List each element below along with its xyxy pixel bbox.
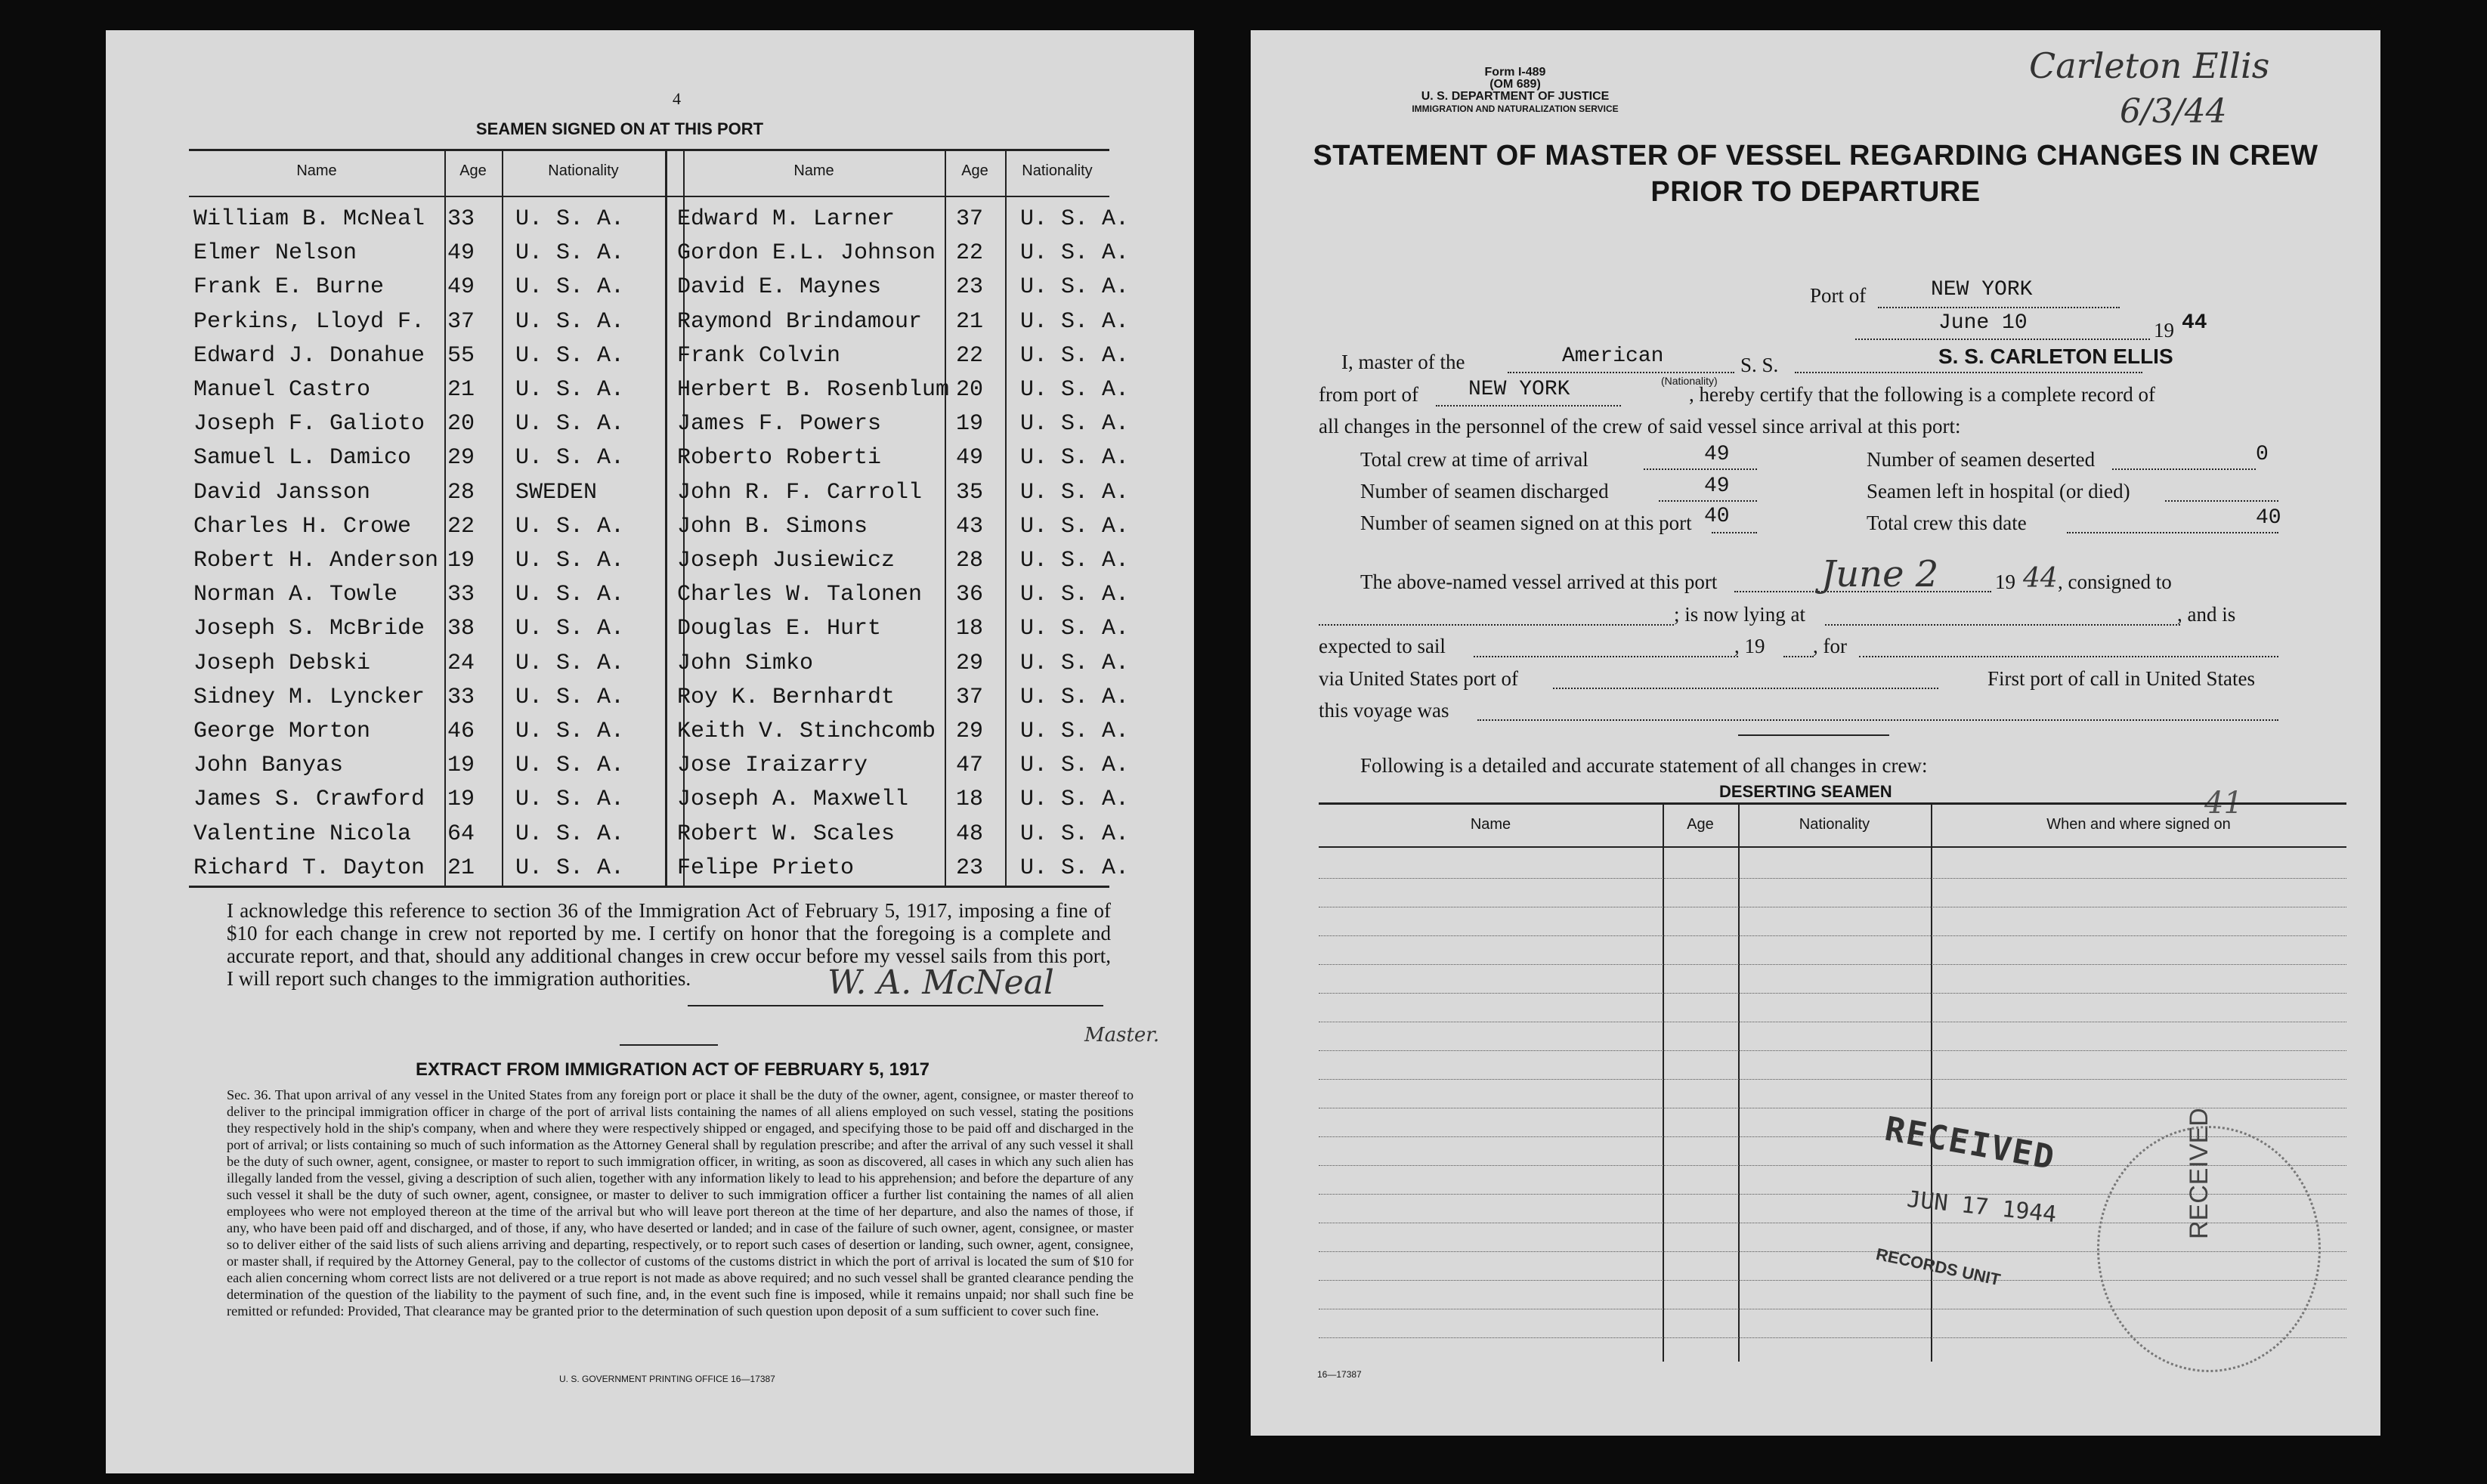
crew-nationality: U. S. A.	[515, 377, 625, 403]
table-row	[189, 442, 1130, 474]
crew-nationality: U. S. A.	[1020, 342, 1130, 369]
crew-nationality: U. S. A.	[515, 240, 625, 267]
lying-text: ; is now lying at	[1674, 603, 1805, 626]
crew-age: 37	[956, 684, 984, 710]
table-row	[1319, 1079, 2346, 1080]
arrived-year-prefix: 19	[1995, 570, 2015, 593]
deserting-title: DESERTING SEAMEN	[1719, 782, 1892, 801]
crew-age: 23	[956, 855, 984, 881]
consigned-text: , consigned to	[2058, 570, 2172, 593]
crew-age: 35	[956, 479, 984, 505]
crew-name: Richard T. Dayton	[193, 855, 425, 881]
crew-age: 28	[447, 479, 475, 505]
header-name: Name	[1470, 816, 1511, 833]
crew-age: 28	[956, 548, 984, 574]
certify-text: , hereby certify that the following is a complete record of	[1689, 383, 2156, 406]
table-row	[189, 511, 1130, 543]
title-line-2: PRIOR TO DEPARTURE	[1650, 176, 1981, 208]
table-row	[1319, 964, 2346, 965]
crew-age: 47	[956, 753, 984, 779]
crew-age: 22	[956, 240, 984, 267]
expected-text: expected to sail	[1319, 635, 1446, 657]
crew-nationality: U. S. A.	[1020, 377, 1130, 403]
crew-age: 22	[956, 342, 984, 369]
master-label: Master.	[1084, 1024, 1160, 1047]
year-value: 44	[2182, 311, 2207, 335]
crew-name: Edward M. Larner	[677, 206, 896, 232]
crew-name: William B. McNeal	[193, 206, 425, 232]
crew-nationality: U. S. A.	[1020, 548, 1130, 574]
header-when-where: When and where signed on	[2046, 816, 2231, 833]
table-row	[1319, 1050, 2346, 1051]
crew-age: 49	[447, 274, 475, 301]
handwritten-date: 6/3/44	[2120, 92, 2227, 131]
seamen-table	[189, 149, 1130, 888]
received-date-stamp: JUN 17 1944	[1905, 1186, 2058, 1229]
table-row	[189, 613, 1130, 645]
crew-age: 33	[447, 206, 475, 232]
crew-age: 33	[447, 684, 475, 710]
total-date-value: 40	[2256, 506, 2281, 530]
crew-age: 18	[956, 616, 984, 642]
left-page	[106, 30, 1194, 1473]
expected-year: , 19	[1734, 635, 1765, 657]
crew-age: 22	[447, 513, 475, 539]
crew-nationality: U. S. A.	[1020, 684, 1130, 710]
crew-name: John B. Simons	[677, 513, 868, 539]
crew-nationality: U. S. A.	[1020, 479, 1130, 505]
table-row	[189, 648, 1130, 679]
table-row	[189, 237, 1130, 269]
table-row	[189, 203, 1130, 235]
discharged-value: 49	[1704, 475, 1730, 498]
arrived-text: The above-named vessel arrived at this port	[1360, 570, 1718, 593]
crew-name: Roy K. Bernhardt	[677, 684, 896, 710]
crew-nationality: U. S. A.	[1020, 206, 1130, 232]
crew-nationality: U. S. A.	[515, 616, 625, 642]
following-text: Following is a detailed and accurate statement of all changes in crew:	[1360, 754, 1928, 777]
crew-nationality: U. S. A.	[1020, 582, 1130, 608]
table-row	[189, 374, 1130, 406]
header-nationality: Nationality	[1799, 816, 1870, 833]
port-value: NEW YORK	[1931, 278, 2033, 301]
crew-age: 38	[447, 616, 475, 642]
crew-name: John R. F. Carroll	[677, 479, 923, 505]
crew-nationality: U. S. A.	[1020, 274, 1130, 301]
crew-age: 20	[447, 411, 475, 437]
table-row	[1319, 878, 2346, 879]
crew-age: 37	[447, 308, 475, 335]
crew-nationality: U. S. A.	[1020, 650, 1130, 676]
crew-name: Manuel Castro	[193, 377, 371, 403]
section-title: SEAMEN SIGNED ON AT THIS PORT	[475, 119, 764, 138]
table-row	[189, 579, 1130, 611]
crew-name: Robert W. Scales	[677, 821, 896, 847]
crew-nationality: U. S. A.	[1020, 513, 1130, 539]
crew-nationality: U. S. A.	[1020, 240, 1130, 267]
crew-age: 19	[447, 753, 475, 779]
crew-name: George Morton	[193, 719, 371, 744]
year-prefix: 19	[2154, 319, 2174, 342]
table-row	[189, 306, 1130, 338]
signature-line	[688, 1005, 1103, 1006]
crew-name: Frank E. Burne	[193, 274, 385, 301]
port-label: Port of	[1810, 284, 1867, 307]
crew-nationality: U. S. A.	[515, 445, 625, 471]
signed-on-label: Number of seamen signed on at this port	[1360, 512, 1692, 534]
crew-name: Frank Colvin	[677, 342, 841, 369]
deserted-value: 0	[2256, 443, 2269, 466]
crew-nationality: U. S. A.	[515, 787, 625, 813]
crew-nationality: SWEDEN	[515, 479, 598, 505]
crew-age: 64	[447, 821, 475, 847]
handwritten-count: 41	[2204, 786, 2243, 821]
crew-name: Norman A. Towle	[193, 582, 398, 608]
crew-nationality: U. S. A.	[515, 582, 625, 608]
printer-footer: U. S. GOVERNMENT PRINTING OFFICE 16—17387	[559, 1374, 775, 1384]
ss-label: S. S.	[1740, 354, 1779, 376]
department: U. S. DEPARTMENT OF JUSTICE	[1421, 90, 1610, 103]
deserted-label: Number of seamen deserted	[1867, 448, 2096, 471]
signed-on-value: 40	[1704, 505, 1730, 528]
table-row	[189, 750, 1130, 781]
via-text: via United States port of	[1319, 667, 1518, 690]
crew-nationality: U. S. A.	[515, 753, 625, 779]
crew-nationality: U. S. A.	[1020, 616, 1130, 642]
crew-nationality: U. S. A.	[515, 342, 625, 369]
crew-name: John Simko	[677, 650, 814, 676]
nationality-value: American	[1562, 345, 1664, 368]
arrived-year: 44	[2023, 563, 2058, 594]
crew-age: 19	[447, 548, 475, 574]
table-row	[189, 271, 1130, 303]
crew-nationality: U. S. A.	[515, 650, 625, 676]
service: IMMIGRATION AND NATURALIZATION SERVICE	[1412, 104, 1619, 114]
section-36-text: Sec. 36. That upon arrival of any vessel in the United States from any foreign port or place it shall be the duty of the owner, agent, consignee, or master thereof to deliver to the principal immigration officer in charge of the port of arrival lists containing the names of all aliens employed on such vessel, stating the positions they respectively hold in the ship's company, when and where they were respectively shipped or engaged, and specifying those to be paid off and discharged in the port of arrival; or lists containing so much of such information as the Attorney General shall by regulation prescribe; and after the arrival of any such vessel it shall be the duty of such owner, agent, consignee, or master to report to such immigration officer, in writing, as soon as discovered, all cases in which any such alien has illegally landed from the vessel, giving a description of such alien, together with any information likely to lead to his apprehension; and before the departure of any such vessel it shall be the duty of such owner, agent, consignee, or master to deliver to such immigration officer a further list containing the names of all alien employees who were not employed thereon at the time of the arrival but who will leave port thereon at the time of her departure, and also the names of those, if any, who have been paid off and discharged, and of those, if any, who have deserted or landed; and in case of the failure of such owner, agent, consignee, or master so to deliver either of the said lists of such aliens arriving and departing, respectively, or to report such cases of desertion or landing, such owner, agent, consignee, or master shall, if required by the Attorney General, pay to the collector of customs of the customs district in which the port of arrival is located the sum of $10 for each alien concerning whom correct lists are not delivered or a true report is not made as above required; and no such vessel shall be granted clearance pending the determination of the question of the liability to the payment of such fine, and, in the event such fine is imposed, while it remains unpaid; nor shall such fine be remitted or refunded: Provided, That clearance may be granted prior to the determination of such question upon deposit of a sum sufficient to cover such fine.	[227, 1087, 1134, 1319]
from-port-value: NEW YORK	[1468, 378, 1570, 401]
all-changes-text: all changes in the personnel of the crew of said vessel since arrival at this port:	[1319, 415, 1961, 437]
hospital-label: Seamen left in hospital (or died)	[1867, 480, 2130, 502]
crew-name: Joseph Jusiewicz	[677, 548, 896, 574]
total-arrival-value: 49	[1704, 443, 1730, 466]
crew-name: Raymond Brindamour	[677, 308, 923, 335]
table-row	[189, 340, 1130, 372]
header-age: Age	[1687, 816, 1714, 833]
crew-nationality: U. S. A.	[1020, 719, 1130, 744]
crew-age: 55	[447, 342, 475, 369]
round-stamp-text: RECEIVED	[2185, 1108, 2213, 1239]
crew-nationality: U. S. A.	[1020, 787, 1130, 813]
title-line-1: STATEMENT OF MASTER OF VESSEL REGARDING CHANGES IN CREW	[1313, 140, 2318, 172]
form-title	[1251, 138, 2380, 210]
nationality-caption: (Nationality)	[1661, 375, 1718, 387]
crew-nationality: U. S. A.	[515, 308, 625, 335]
crew-name: Felipe Prieto	[677, 855, 855, 881]
table-row	[189, 408, 1130, 440]
crew-name: John Banyas	[193, 753, 344, 779]
form-footer: 16—17387	[1317, 1369, 1362, 1380]
crew-name: Keith V. Stinchcomb	[677, 719, 936, 744]
master-of-label: I, master of the	[1341, 351, 1465, 373]
date-value: June 10	[1938, 311, 2028, 335]
crew-name: Roberto Roberti	[677, 445, 882, 471]
crew-age: 49	[956, 445, 984, 471]
total-arrival-label: Total crew at time of arrival	[1360, 448, 1588, 471]
header-name: Name	[296, 162, 337, 179]
crew-name: Edward J. Donahue	[193, 342, 425, 369]
form-sub: (OM 689)	[1489, 78, 1541, 91]
extract-title: EXTRACT FROM IMMIGRATION ACT OF FEBRUARY 5, 1917	[415, 1059, 930, 1080]
crew-age: 19	[956, 411, 984, 437]
form-number: Form I-489	[1484, 66, 1546, 79]
master-signature: W. A. McNeal	[827, 963, 1054, 1002]
page-number: 4	[673, 89, 681, 108]
crew-age: 21	[447, 377, 475, 403]
crew-name: James S. Crawford	[193, 787, 425, 813]
crew-nationality: U. S. A.	[515, 274, 625, 301]
crew-age: 29	[956, 650, 984, 676]
crew-name: James F. Powers	[677, 411, 882, 437]
crew-name: Charles W. Talonen	[677, 582, 923, 608]
header-age: Age	[961, 162, 988, 179]
crew-nationality: U. S. A.	[515, 411, 625, 437]
crew-age: 29	[447, 445, 475, 471]
crew-nationality: U. S. A.	[1020, 445, 1130, 471]
handwritten-vessel-name: Carleton Ellis	[2029, 45, 2270, 86]
crew-name: Herbert B. Rosenblum	[677, 377, 950, 403]
crew-age: 33	[447, 582, 475, 608]
crew-name: Sidney M. Lyncker	[193, 684, 425, 710]
crew-name: Elmer Nelson	[193, 240, 357, 267]
crew-name: Robert H. Anderson	[193, 548, 439, 574]
crew-name: David Jansson	[193, 479, 371, 505]
right-page	[1251, 30, 2380, 1436]
crew-name: Joseph A. Maxwell	[677, 787, 909, 813]
header-age: Age	[459, 162, 487, 179]
crew-nationality: U. S. A.	[1020, 855, 1130, 881]
for-text: , for	[1813, 635, 1847, 657]
crew-name: Valentine Nicola	[193, 821, 412, 847]
crew-age: 36	[956, 582, 984, 608]
crew-nationality: U. S. A.	[515, 855, 625, 881]
crew-nationality: U. S. A.	[515, 684, 625, 710]
table-row	[189, 477, 1130, 509]
crew-name: Douglas E. Hurt	[677, 616, 882, 642]
vessel-name: S. S. CARLETON ELLIS	[1938, 345, 2173, 368]
table-row	[189, 682, 1130, 713]
table-row	[189, 784, 1130, 815]
crew-nationality: U. S. A.	[1020, 411, 1130, 437]
table-row	[1319, 993, 2346, 994]
table-row	[189, 852, 1130, 884]
crew-age: 43	[956, 513, 984, 539]
acknowledgement-text: I acknowledge this reference to section 36 of the Immigration Act of February 5, 1917, imposing a fine of $10 for each change in crew not reported by me. I certify on honor that the foregoing is a complete and accurate report, and that, should any additional changes in crew occur before my vessel sails from this port, I will report such changes to the immigration authorities.	[227, 899, 1111, 990]
header-nationality: Nationality	[548, 162, 619, 179]
crew-age: 24	[447, 650, 475, 676]
crew-nationality: U. S. A.	[515, 821, 625, 847]
crew-name: Joseph Debski	[193, 650, 371, 676]
crew-nationality: U. S. A.	[515, 719, 625, 744]
crew-nationality: U. S. A.	[1020, 821, 1130, 847]
crew-nationality: U. S. A.	[515, 548, 625, 574]
crew-age: 49	[447, 240, 475, 267]
crew-name: Gordon E.L. Johnson	[677, 240, 936, 267]
and-is-text: , and is	[2177, 603, 2236, 626]
form-header	[1402, 66, 1629, 115]
first-port-text: First port of call in United States	[1987, 667, 2255, 690]
crew-age: 19	[447, 787, 475, 813]
records-unit-stamp: RECORDS UNIT	[1874, 1244, 2003, 1290]
crew-nationality: U. S. A.	[515, 513, 625, 539]
crew-name: Joseph S. McBride	[193, 616, 425, 642]
crew-age: 46	[447, 719, 475, 744]
crew-name: Jose Iraizarry	[677, 753, 868, 779]
header-nationality: Nationality	[1022, 162, 1093, 179]
voyage-text: this voyage was	[1319, 699, 1449, 722]
crew-age: 21	[956, 308, 984, 335]
crew-name: Samuel L. Damico	[193, 445, 412, 471]
table-row	[189, 818, 1130, 850]
crew-age: 18	[956, 787, 984, 813]
from-port-label: from port of	[1319, 383, 1418, 406]
crew-name: Perkins, Lloyd F.	[193, 308, 425, 335]
crew-name: Joseph F. Galioto	[193, 411, 425, 437]
crew-age: 21	[447, 855, 475, 881]
table-row	[1319, 935, 2346, 936]
crew-age: 20	[956, 377, 984, 403]
crew-name: David E. Maynes	[677, 274, 882, 301]
crew-name: Charles H. Crowe	[193, 513, 412, 539]
crew-age: 23	[956, 274, 984, 301]
table-row	[189, 716, 1130, 747]
arrived-date: June 2	[1821, 553, 1939, 595]
crew-nationality: U. S. A.	[1020, 753, 1130, 779]
crew-age: 48	[956, 821, 984, 847]
crew-age: 37	[956, 206, 984, 232]
divider	[620, 1044, 718, 1046]
header-name: Name	[793, 162, 834, 179]
total-date-label: Total crew this date	[1867, 512, 2027, 534]
table-row	[189, 545, 1130, 577]
discharged-label: Number of seamen discharged	[1360, 480, 1609, 502]
crew-age: 29	[956, 719, 984, 744]
received-stamp: RECEIVED	[1882, 1109, 2059, 1178]
crew-nationality: U. S. A.	[1020, 308, 1130, 335]
crew-nationality: U. S. A.	[515, 206, 625, 232]
